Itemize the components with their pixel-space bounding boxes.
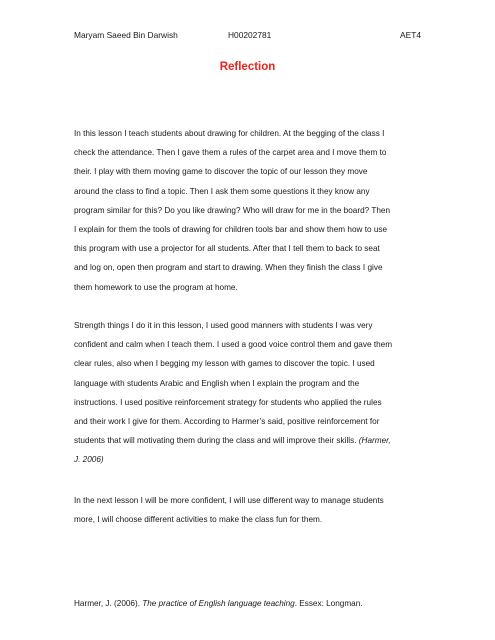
student-id: H00202781 [228, 30, 272, 40]
paragraph-strengths [74, 316, 426, 470]
paragraph-line: language with students Arabic and English when I explain the program and the [74, 378, 360, 388]
paragraph-line: more, I will choose different activities to make the class fun for them. [74, 515, 323, 525]
paragraph-line: this program with use a projector for all students. After that I tell them to back to seat [74, 244, 380, 254]
reference-author: Harmer, J. (2006). [74, 599, 143, 608]
paragraph-line: program similar for this? Do you like drawing? Who will draw for me in the board? Then [74, 205, 391, 215]
paragraph-line: their. I play with them moving game to discover the topic of our lesson they move [74, 167, 368, 177]
paragraph-line: In this lesson I teach students about drawing for children. At the begging of the class I [74, 129, 385, 138]
inline-citation-continued: J. 2006) [74, 455, 104, 465]
paragraph-next-lesson [74, 491, 426, 529]
paragraph-line [74, 431, 426, 450]
course-code: AET4 [400, 30, 421, 40]
page-header [74, 29, 421, 41]
paragraph-line: I explain for them the tools of drawing for children tools bar and show them how to use [74, 225, 388, 235]
paragraph-line: around the class to find a topic. Then I ask them some questions it they know any [74, 186, 370, 196]
inline-citation: (Harmer, [358, 436, 391, 446]
reference-publisher: . Essex: Longman. [294, 599, 363, 608]
paragraph-line: and their work I give for them. According to Harmer’s said, positive reinforcement for [74, 417, 380, 427]
paragraph-line-text: students that will motivating them during the class and will improve their skills. [74, 436, 359, 446]
paragraph-line: In the next lesson I will be more confident, I will use different way to manage students [74, 496, 384, 505]
reference-title: The practice of English language teaching [142, 599, 295, 608]
paragraph-line: confident and calm when I teach them. I used a good voice control them and gave them [74, 340, 393, 350]
reference-entry [74, 598, 363, 610]
paragraph-line: and log on, open then program and start to drawing. When they finish the class I give [74, 263, 383, 273]
paragraph-lesson-summary [74, 124, 426, 297]
paragraph-line: instructions. I used positive reinforcement strategy for students who applied the rules [74, 397, 382, 407]
paragraph-line: check the attendance. Then I gave them a rules of the carpet area and I move them to [74, 148, 387, 158]
author-name: Maryam Saeed Bin Darwish [74, 30, 178, 40]
paragraph-line: them homework to use the program at home. [74, 282, 238, 292]
paragraph-line: Strength things I do it in this lesson, I used good manners with students I was very [74, 321, 373, 330]
page-title: Reflection [219, 61, 276, 73]
paragraph-line: clear rules, also when I begging my lesson with games to discover the topic. I used [74, 359, 375, 369]
